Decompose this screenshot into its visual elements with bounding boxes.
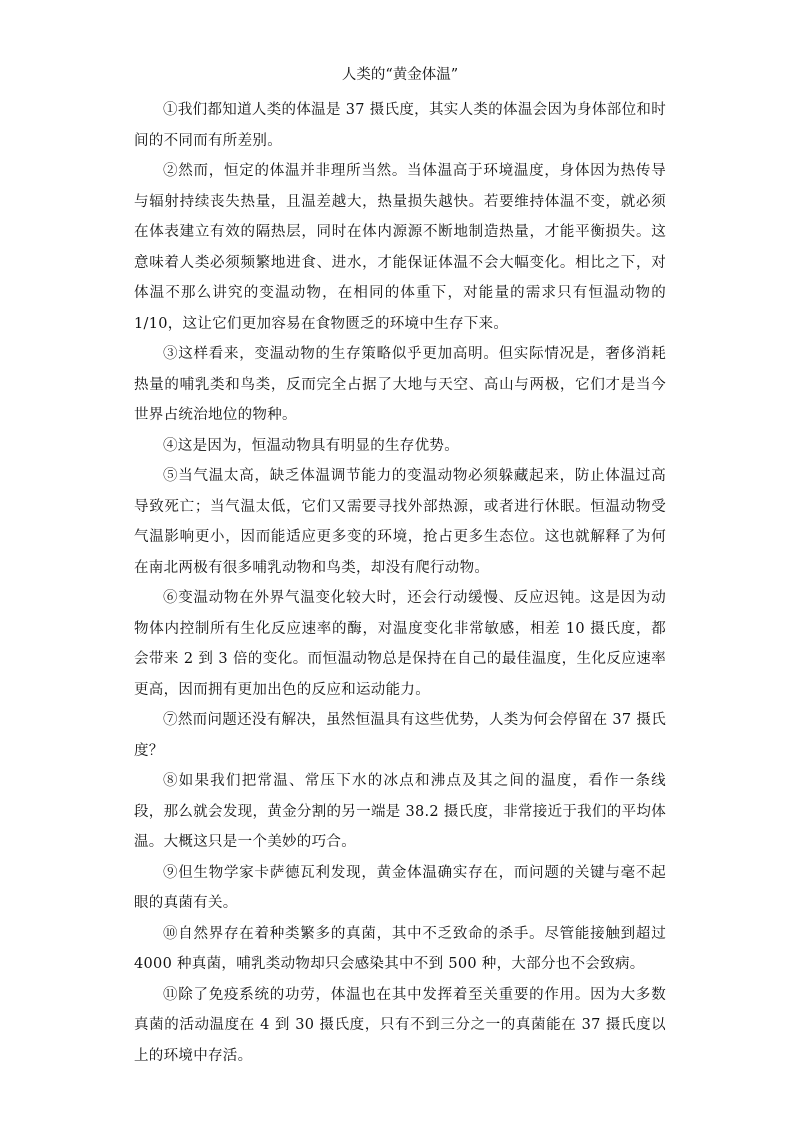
article-title: 人类的“黄金体温” — [341, 67, 459, 83]
paragraph-2: ②然而，恒定的体温并非理所当然。当体温高于环境温度，身体因为热传导与辐射持续丧失热量，且温差越大，热量损失越快。若要维持体温不变，就必须在体表建立有效的隔热层，同时在体内源源不断地制造热量，才能平衡损失。这意味着人类必须频繁地进食、进水，才能保证体温不会大幅变化。相比之下，对体温不那么讲究的变温动物，在相同的体重下，对能量的需求只有恒温动物的 1/10，这让它们更加容易在食物匮乏的环境中生存下来。 — [134, 163, 666, 332]
paragraph-1: ①我们都知道人类的体温是 37 摄氏度，其实人类的体温会因为身体部位和时间的不同而有所差别。 — [134, 102, 666, 149]
article-body — [134, 64, 666, 1071]
paragraph-8: ⑧如果我们把常温、常压下水的冰点和沸点及其之间的温度，看作一条线段，那么就会发现，黄金分割的另一端是 38.2 摄氏度，非常接近于我们的平均体温。大概这只是一个美妙的巧合。 — [134, 773, 666, 850]
paragraph-7: ⑦然而问题还没有解决，虽然恒温具有这些优势，人类为何会停留在 37 摄氏度？ — [134, 712, 666, 759]
paragraph-10: ⑩自然界存在着种类繁多的真菌，其中不乏致命的杀手。尽管能接触到超过 4000 种真菌，哺乳类动物却只会感染其中不到 500 种，大部分也不会致病。 — [134, 925, 666, 972]
paragraph-6: ⑥变温动物在外界气温变化较大时，还会行动缓慢、反应迟钝。这是因为动物体内控制所有生化反应速率的酶，对温度变化非常敏感，相差 10 摄氏度，都会带来 2 到 3 倍的变化。而恒温动物总是保持在自己的最佳温度，生化反应速率更高，因而拥有更加出色的反应和运动能力。 — [134, 590, 666, 698]
paragraph-9: ⑨但生物学家卡萨德瓦利发现，黄金体温确实存在，而问题的关键与毫不起眼的真菌有关。 — [134, 864, 666, 911]
paragraph-4: ④这是因为，恒温动物具有明显的生存优势。 — [163, 437, 459, 454]
paragraph-3: ③这样看来，变温动物的生存策略似乎更加高明。但实际情况是，奢侈消耗热量的哺乳类和鸟类，反而完全占据了大地与天空、高山与两极，它们才是当今世界占统治地位的物种。 — [134, 346, 666, 423]
paragraph-11: ⑪除了免疫系统的功劳，体温也在其中发挥着至关重要的作用。因为大多数真菌的活动温度在 4 到 30 摄氏度，只有不到三分之一的真菌能在 37 摄氏度以上的环境中存活。 — [134, 986, 666, 1064]
paragraph-5: ⑤当气温太高，缺乏体温调节能力的变温动物必须躲藏起来，防止体温过高导致死亡；当气温太低，它们又需要寻找外部热源，或者进行休眠。恒温动物受气温影响更小，因而能适应更多变的环境，抢占更多生态位。这也就解释了为何在南北两极有很多哺乳动物和鸟类，却没有爬行动物。 — [134, 468, 666, 576]
